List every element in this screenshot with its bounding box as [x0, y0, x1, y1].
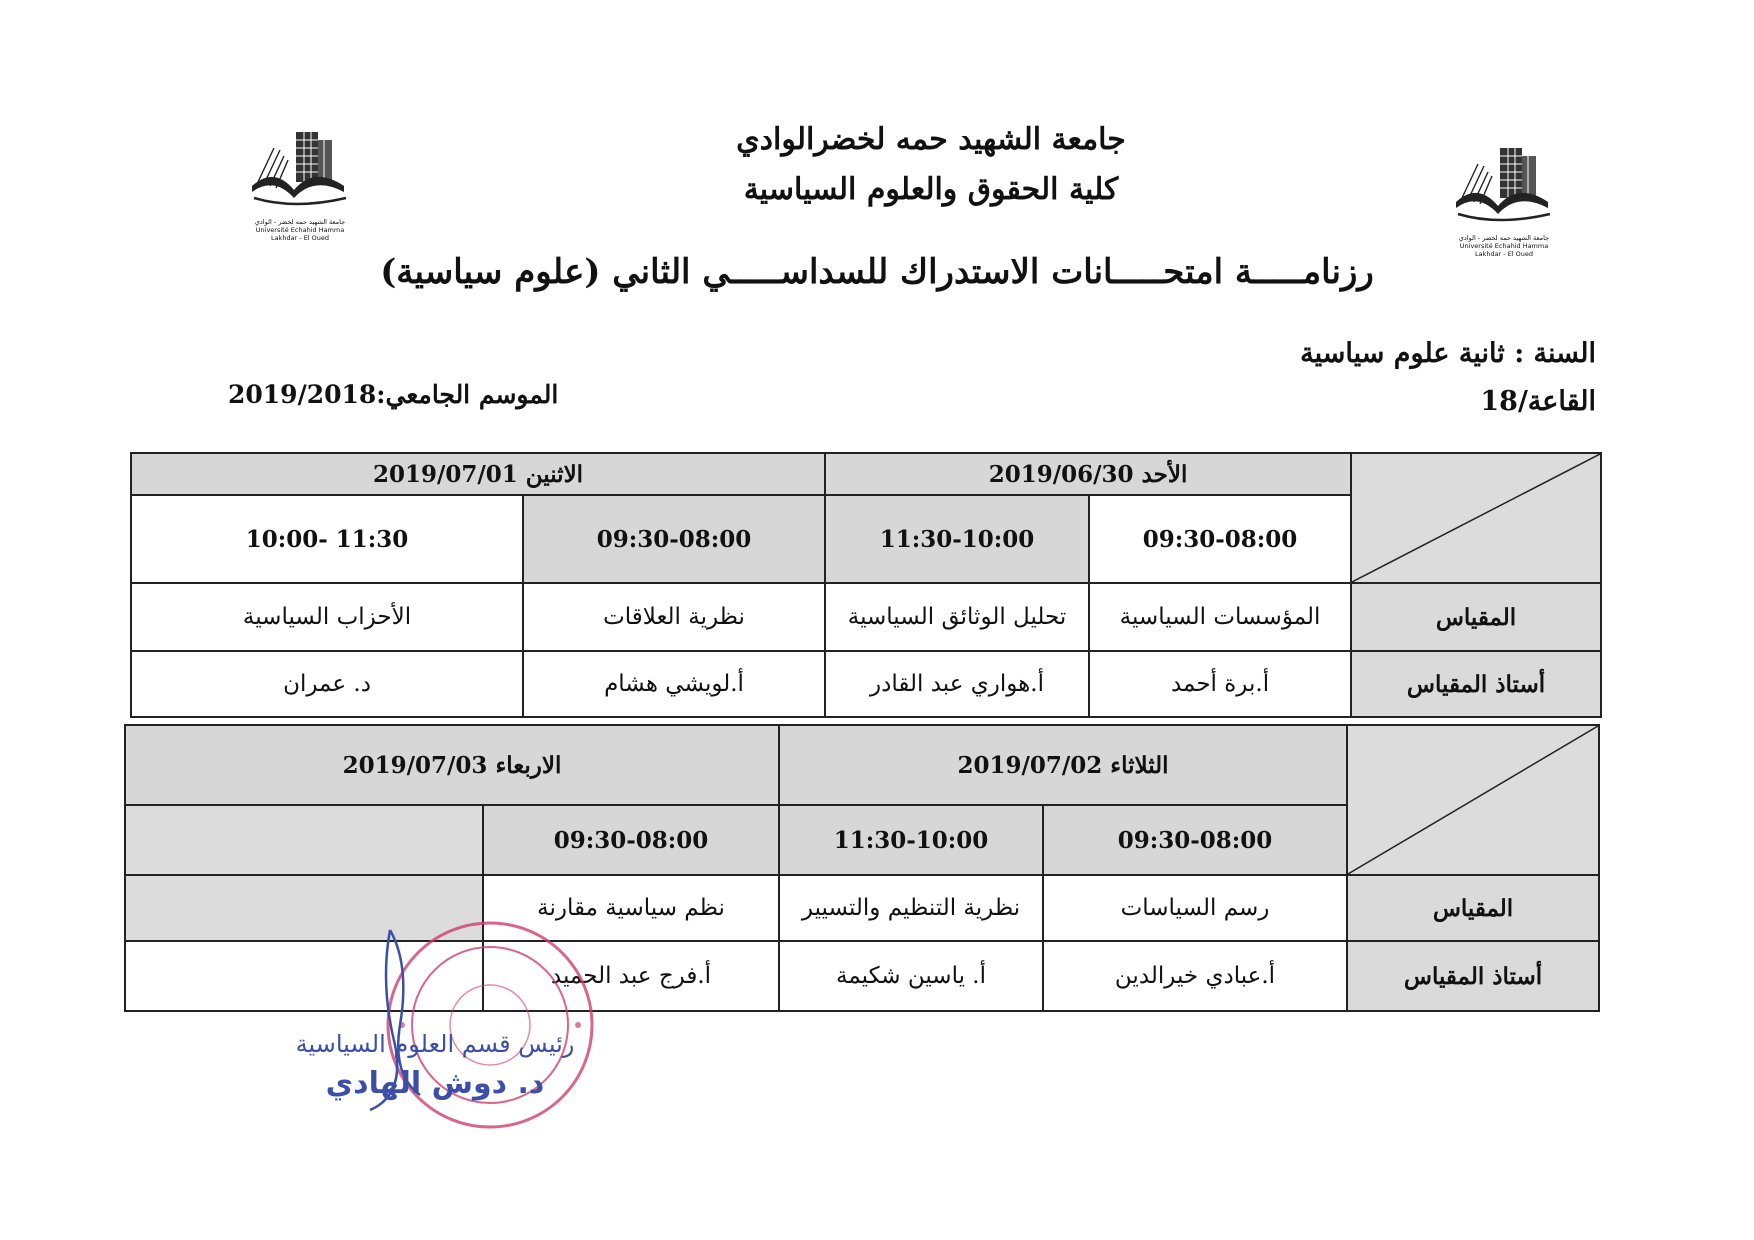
signature-block — [295, 1030, 575, 1101]
module-cell: نظرية التنظيم والتسيير — [779, 875, 1043, 941]
time-slot: 09:30-08:00 — [523, 495, 825, 583]
day-header: الثلاثاء 2019/07/02 — [779, 725, 1347, 805]
time-slot: 11:30-10:00 — [825, 495, 1089, 583]
exam-room: القاعة/18 — [1480, 386, 1596, 417]
time-slot: 11:30 -10:00 — [131, 495, 523, 583]
module-cell: تحليل الوثائق السياسية — [825, 583, 1089, 651]
row-label-professor: أستاذ المقياس — [1351, 651, 1601, 717]
row-label-module: المقياس — [1351, 583, 1601, 651]
university-name: جامعة الشهيد حمه لخضرالوادي — [736, 122, 1126, 157]
corner-cell — [1351, 453, 1601, 583]
time-slot: 09:30-08:00 — [1043, 805, 1347, 875]
professor-cell: أ.عبادي خيرالدين — [1043, 941, 1347, 1011]
professor-cell: د. عمران — [131, 651, 523, 717]
time-slot-empty — [125, 805, 483, 875]
academic-year-level: السنة : ثانية علوم سياسية — [1300, 338, 1596, 369]
module-cell: الأحزاب السياسية — [131, 583, 523, 651]
professor-cell: أ.لويشي هشام — [523, 651, 825, 717]
professor-cell: أ.فرج عبد الحميد — [483, 941, 779, 1011]
module-cell: نظم سياسية مقارنة — [483, 875, 779, 941]
logo-caption-ar: جامعة الشهيد حمه لخضر - الوادي — [254, 218, 346, 226]
module-cell: رسم السياسات — [1043, 875, 1347, 941]
logo-caption-ar: جامعة الشهيد حمه لخضر - الوادي — [1458, 234, 1550, 242]
module-cell: نظرية العلاقات — [523, 583, 825, 651]
module-cell: المؤسسات السياسية — [1089, 583, 1351, 651]
signatory-name: د. دوش الهادي — [325, 1066, 545, 1101]
page-title: رزنامـــــة امتحـــــانات الاستدراك للسداســـــي الثاني (علوم سياسية) — [380, 252, 1374, 292]
day-header: الاربعاء 2019/07/03 — [125, 725, 779, 805]
professor-cell: أ. ياسين شكيمة — [779, 941, 1043, 1011]
academic-season: الموسم الجامعي:2019/2018 — [228, 380, 559, 409]
schedule-table-week1 — [130, 452, 1602, 718]
day-header: الاثنين 2019/07/01 — [131, 453, 825, 495]
professor-cell: أ.برة أحمد — [1089, 651, 1351, 717]
time-slot: 09:30-08:00 — [483, 805, 779, 875]
row-label-professor: أستاذ المقياس — [1347, 941, 1599, 1011]
time-slot: 11:30-10:00 — [779, 805, 1043, 875]
logo-caption-fr: Université Echahid Hamma Lakhdar - El Oued — [255, 226, 345, 242]
corner-cell — [1347, 725, 1599, 875]
signatory-role: رئيس قسم العلوم السياسية — [295, 1030, 575, 1058]
time-slot: 09:30-08:00 — [1089, 495, 1351, 583]
day-header: الأحد 2019/06/30 — [825, 453, 1351, 495]
logo-caption-fr: Université Echahid Hamma Lakhdar - El Oued — [1459, 242, 1549, 258]
row-label-module: المقياس — [1347, 875, 1599, 941]
faculty-name: كلية الحقوق والعلوم السياسية — [743, 172, 1119, 207]
professor-cell: أ.هواري عبد القادر — [825, 651, 1089, 717]
schedule-table-week2 — [124, 724, 1600, 1012]
